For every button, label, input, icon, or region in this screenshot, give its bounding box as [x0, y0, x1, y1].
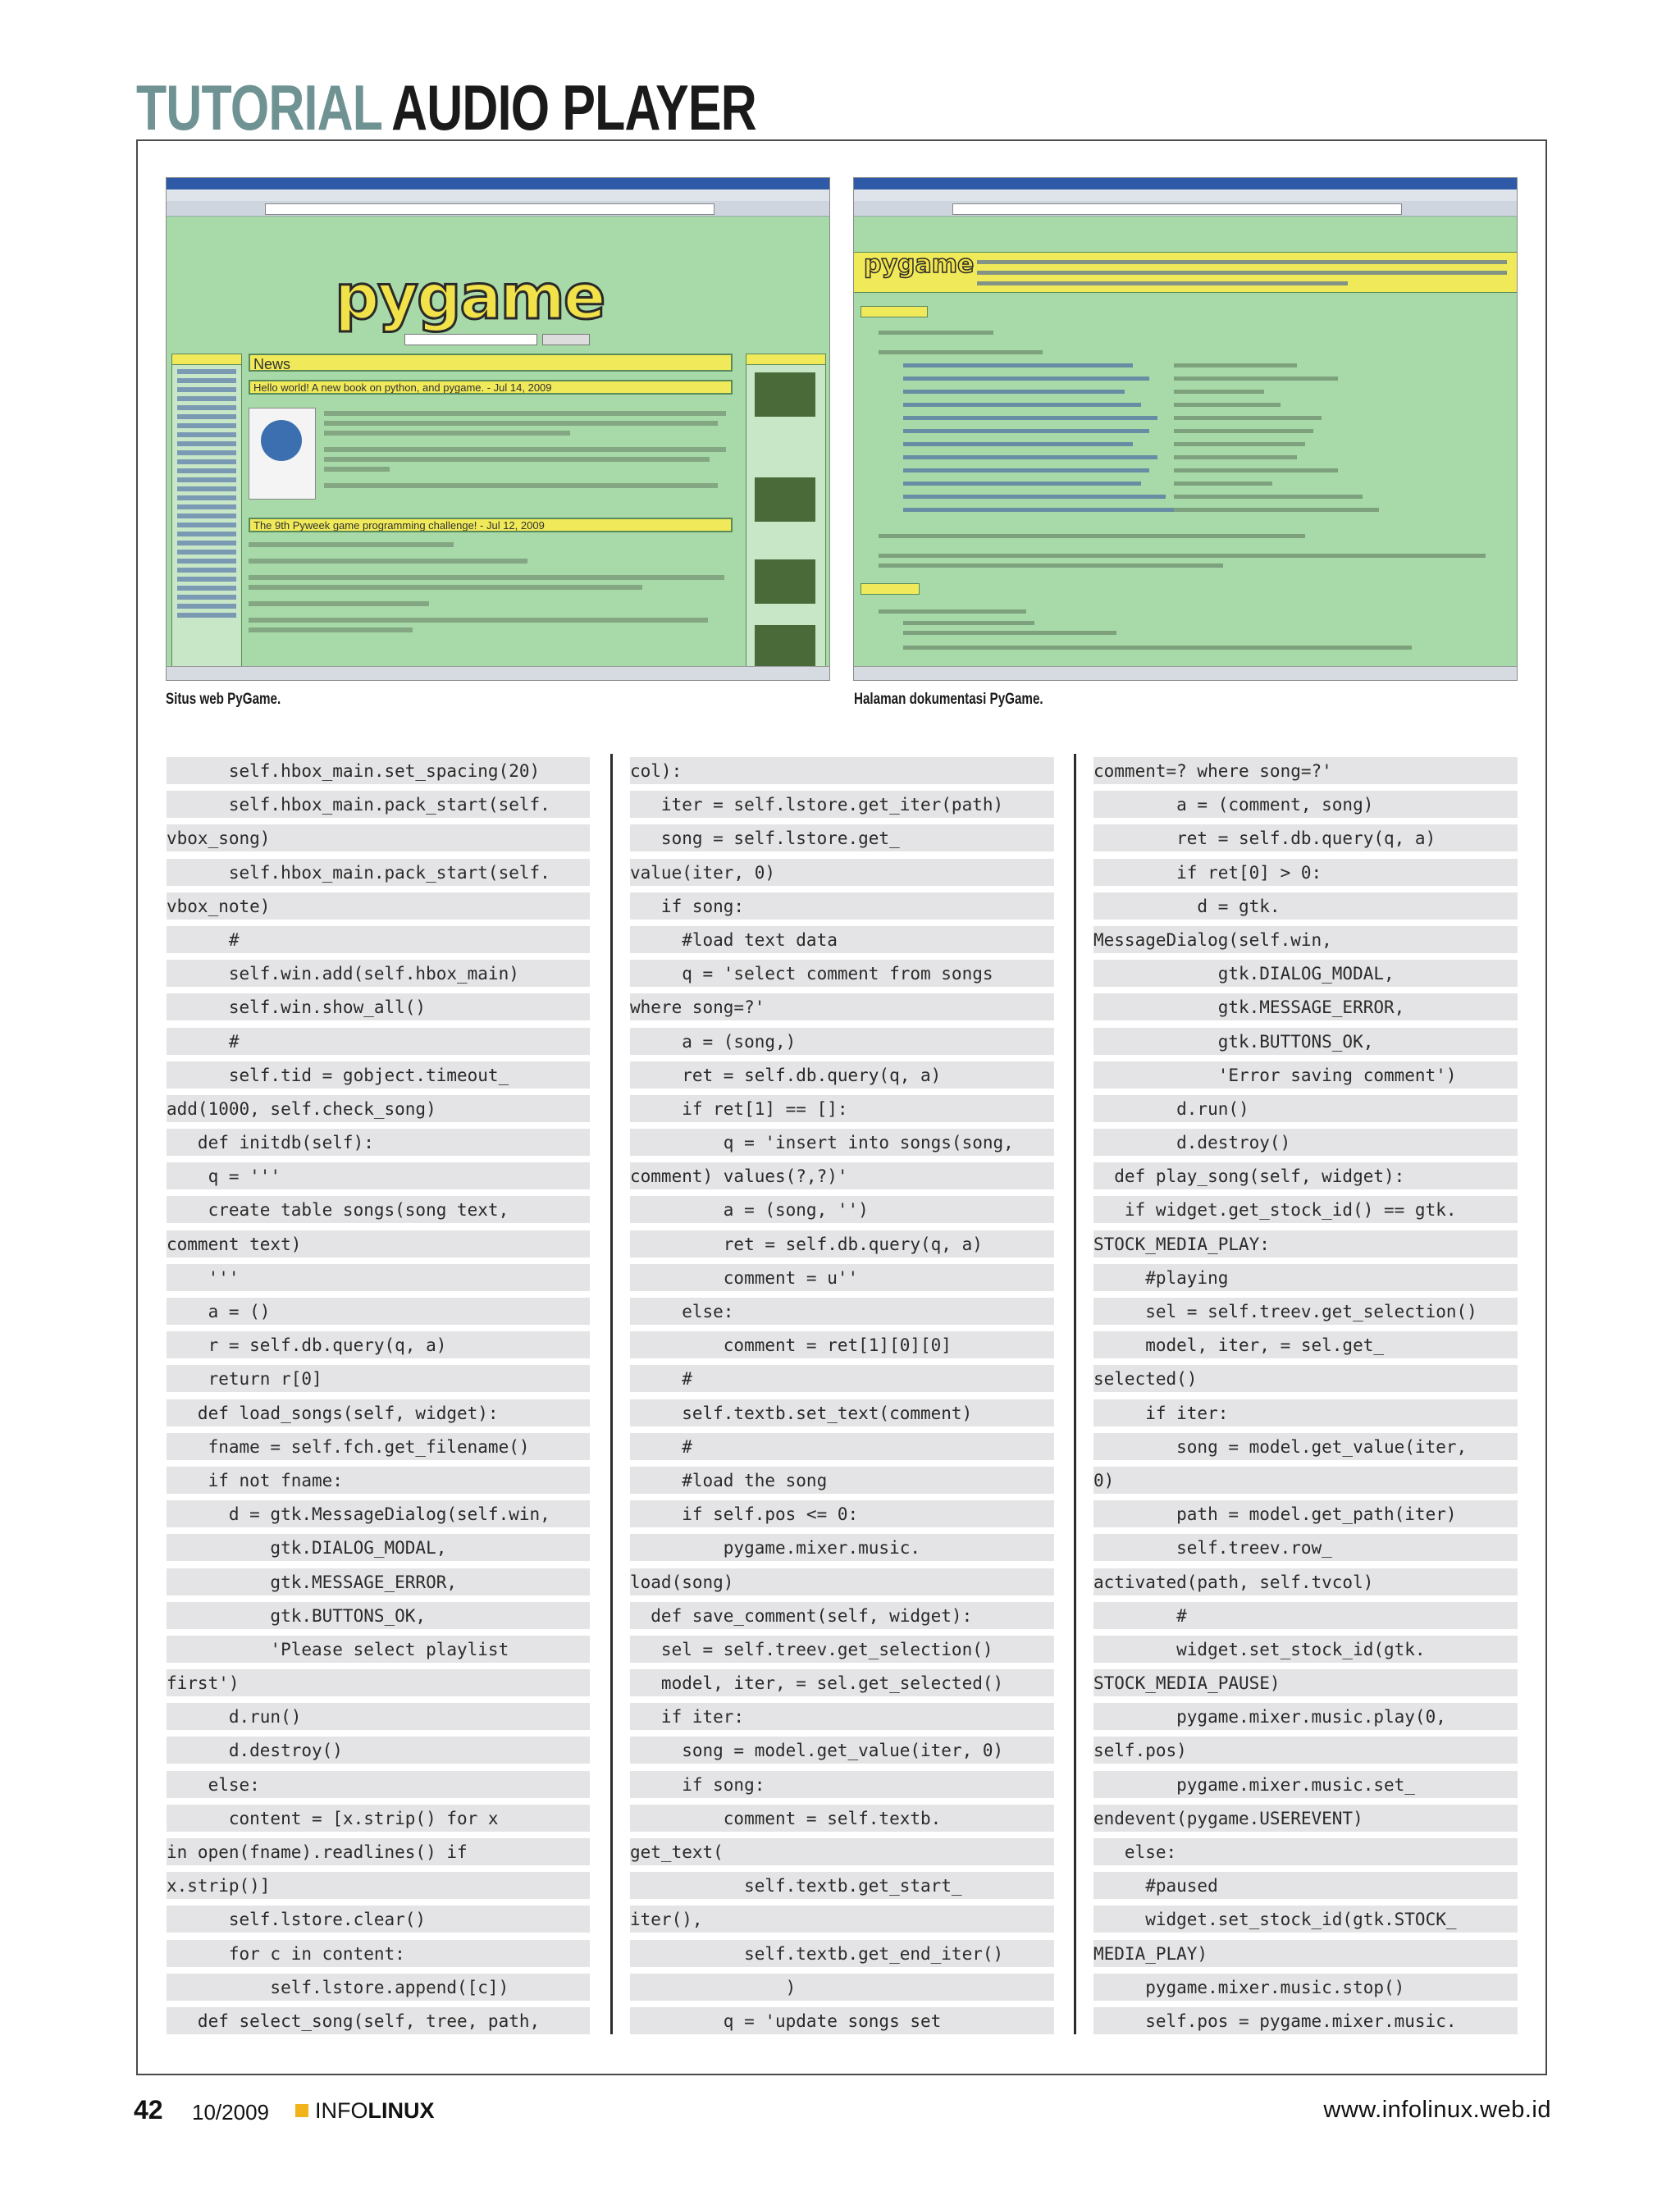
pygame-news-heading: News [249, 354, 733, 372]
globe-icon [261, 420, 302, 461]
code-line-text: pygame.mixer.music.stop() [1093, 1977, 1405, 1997]
website-url: www.infolinux.web.id [1323, 2097, 1551, 2123]
code-line [630, 1497, 1054, 1531]
code-line-text: sel = self.treev.get_selection() [630, 1639, 993, 1659]
code-line-text: a = (comment, song) [1093, 795, 1374, 815]
code-line [1093, 956, 1518, 990]
code-line [1093, 754, 1518, 787]
code-line-text: self.textb.get_end_iter() [630, 1943, 1004, 1964]
code-line-text: #load text data [630, 929, 838, 950]
code-line [167, 889, 590, 923]
code-line-text: self.textb.set_text(comment) [630, 1403, 973, 1423]
pygame-search-input [404, 334, 537, 345]
magazine-name-suffix: LINUX [368, 2098, 435, 2123]
code-line [167, 1463, 590, 1497]
code-line-text: ''' [167, 1267, 240, 1288]
code-line-text: #load the song [630, 1470, 828, 1490]
pygame-website-screenshot [166, 177, 830, 681]
pygame-spotlight-sidebar [746, 354, 826, 675]
code-line [630, 821, 1054, 855]
code-line-text: q = 'insert into songs(song, [630, 1133, 1014, 1153]
code-line-text: MEDIA_PLAY) [1093, 1943, 1208, 1964]
code-line-text: gtk.MESSAGE_ERROR, [167, 1572, 458, 1592]
code-line [630, 787, 1054, 821]
code-line [167, 1700, 590, 1733]
code-line-text: # [630, 1436, 692, 1457]
code-line-text: if widget.get_stock_id() == gtk. [1093, 1200, 1457, 1221]
code-line-text: if iter: [1093, 1403, 1229, 1423]
code-line [630, 956, 1054, 990]
code-line-text: self.lstore.append([c]) [167, 1977, 509, 1997]
code-line-text: comment = self.textb. [630, 1808, 942, 1828]
code-line-text: comment = u'' [630, 1267, 859, 1288]
code-line [1093, 1294, 1518, 1328]
code-line-text: 'Please select playlist [167, 1639, 509, 1659]
code-line [167, 1430, 590, 1463]
code-line [1093, 1463, 1518, 1497]
code-line-text: a = (song, '') [630, 1200, 869, 1221]
code-column-2 [630, 754, 1054, 2038]
code-line-text: 'Error saving comment') [1093, 1065, 1457, 1085]
code-line-text: self.hbox_main.set_spacing(20) [167, 761, 541, 781]
code-line [167, 1294, 590, 1328]
code-line [167, 787, 590, 821]
code-line [1093, 1970, 1518, 2004]
code-line-text: def play_song(self, widget): [1093, 1166, 1405, 1187]
issue-date: 10/2009 [192, 2100, 269, 2125]
code-line [1093, 923, 1518, 956]
code-line [630, 1294, 1054, 1328]
pygame-search-button [542, 334, 590, 345]
code-line [167, 1362, 590, 1395]
code-line-text: # [630, 1369, 692, 1390]
code-line-text: q = ''' [167, 1166, 281, 1187]
article-title: AUDIO PLAYER [391, 71, 756, 144]
code-line-text: #paused [1093, 1876, 1218, 1896]
code-line [167, 1193, 590, 1226]
code-line-text: endevent(pygame.USEREVENT) [1093, 1808, 1363, 1828]
code-line [630, 856, 1054, 889]
code-line [1093, 1565, 1518, 1599]
code-line-text: pygame.mixer.music.play(0, [1093, 1707, 1446, 1728]
code-line [167, 821, 590, 855]
code-line [630, 1937, 1054, 1970]
code-line [630, 1261, 1054, 1294]
code-line [630, 2004, 1054, 2038]
code-line-text: comment) values(?,?)' [630, 1166, 848, 1187]
bullet-square-icon [295, 2104, 308, 2117]
code-line [1093, 1159, 1518, 1193]
code-line [1093, 1497, 1518, 1531]
pygame-logo-text: pygame [335, 260, 605, 333]
code-line [167, 1733, 590, 1767]
docs-index-button [861, 306, 928, 317]
code-line [167, 1801, 590, 1835]
code-line-text: activated(path, self.tvcol) [1093, 1572, 1374, 1592]
code-line-text: vbox_note) [167, 896, 271, 916]
code-line-text: d = gtk.MessageDialog(self.win, [167, 1504, 550, 1525]
code-line-text: def select_song(self, tree, path, [167, 2011, 541, 2031]
code-line [630, 1125, 1054, 1159]
code-line [167, 1902, 590, 1936]
pygame-headline-pyweek: The 9th Pyweek game programming challenge! - Jul 12, 2009 [249, 518, 733, 532]
code-line [167, 990, 590, 1024]
code-line [630, 1159, 1054, 1193]
code-line-text: self.hbox_main.pack_start(self. [167, 795, 550, 815]
figure-caption-left: Situs web PyGame. [166, 691, 281, 708]
code-line-text: #playing [1093, 1267, 1229, 1288]
code-line-text: vbox_song) [167, 828, 271, 849]
code-line [167, 1227, 590, 1261]
code-line [167, 1666, 590, 1700]
column-divider [610, 754, 613, 2034]
code-line-text: iter = self.lstore.get_iter(path) [630, 795, 1004, 815]
code-line [1093, 1869, 1518, 1902]
code-line-text: if ret[0] > 0: [1093, 862, 1322, 883]
code-line-text: q = 'select comment from songs [630, 964, 993, 984]
code-line-text: model, iter, = sel.get_ [1093, 1335, 1385, 1356]
code-line [630, 1328, 1054, 1362]
code-line-text: gtk.BUTTONS_OK, [1093, 1031, 1374, 1052]
docs-comments-button [861, 583, 920, 595]
code-line [630, 1531, 1054, 1564]
code-column-1 [167, 754, 590, 2038]
code-line [167, 1092, 590, 1125]
code-line-text: in open(fname).readlines() if [167, 1842, 468, 1862]
code-line-text: comment=? where song=?' [1093, 761, 1332, 781]
code-line-text: col): [630, 761, 682, 781]
code-line-text: gtk.MESSAGE_ERROR, [1093, 997, 1405, 1018]
code-line-text: # [167, 929, 240, 950]
code-line [630, 1632, 1054, 1666]
code-line-text: d = gtk. [1093, 896, 1281, 916]
article-header [136, 71, 756, 144]
code-line [630, 1025, 1054, 1058]
code-line-text: def save_comment(self, widget): [630, 1605, 973, 1626]
code-line-text: x.strip()] [167, 1876, 271, 1896]
code-line-text: gtk.BUTTONS_OK, [167, 1605, 427, 1626]
code-line-text: add(1000, self.check_song) [167, 1098, 436, 1119]
code-line-text: selected() [1093, 1369, 1198, 1390]
code-line [1093, 1835, 1518, 1869]
code-line [167, 2004, 590, 2038]
code-line-text: STOCK_MEDIA_PLAY: [1093, 1234, 1270, 1254]
code-line [630, 1599, 1054, 1632]
browser-menubar [854, 189, 1517, 201]
code-line [630, 1869, 1054, 1902]
code-line-text: song = self.lstore.get_ [630, 828, 900, 849]
code-line [1093, 990, 1518, 1024]
code-line [167, 1497, 590, 1531]
section-kicker: TUTORIAL [136, 71, 383, 144]
browser-titlebar [854, 178, 1517, 189]
code-line [167, 1937, 590, 1970]
code-line [167, 1768, 590, 1801]
code-line [167, 1025, 590, 1058]
code-line [630, 1362, 1054, 1395]
code-line [1093, 1430, 1518, 1463]
code-line [1093, 1733, 1518, 1767]
code-line [1093, 1058, 1518, 1092]
code-line [1093, 856, 1518, 889]
browser-statusbar [167, 666, 829, 680]
code-line-text: ret = self.db.query(q, a) [1093, 828, 1436, 849]
code-line-text: def load_songs(self, widget): [167, 1403, 499, 1423]
code-line-text: ) [630, 1977, 797, 1997]
code-line [1093, 1666, 1518, 1700]
code-line [167, 1396, 590, 1430]
browser-url-bar [265, 203, 714, 215]
code-line-text: create table songs(song text, [167, 1200, 509, 1221]
code-line-text: for c in content: [167, 1943, 405, 1964]
code-line-text: d.destroy() [1093, 1133, 1291, 1153]
pygame-nav-sidebar [171, 354, 242, 681]
code-line-text: widget.set_stock_id(gtk. [1093, 1639, 1426, 1659]
code-line-text: model, iter, = sel.get_selected() [630, 1673, 1004, 1694]
code-line [630, 1733, 1054, 1767]
code-line [167, 923, 590, 956]
code-line [630, 1565, 1054, 1599]
code-line [167, 1328, 590, 1362]
code-line-text: song = model.get_value(iter, 0) [630, 1741, 1004, 1761]
code-line [167, 1599, 590, 1632]
code-line-text: q = 'update songs set [630, 2011, 942, 2031]
code-line-text: pygame.mixer.music.set_ [1093, 1774, 1415, 1795]
code-line-text: d.run() [1093, 1098, 1249, 1119]
code-line [630, 1092, 1054, 1125]
code-line-text: where song=?' [630, 997, 765, 1018]
code-line [1093, 821, 1518, 855]
code-line [630, 1700, 1054, 1733]
code-line [1093, 1025, 1518, 1058]
code-line [630, 1768, 1054, 1801]
code-line [1093, 1193, 1518, 1226]
browser-menubar [167, 189, 829, 201]
code-line-text: gtk.DIALOG_MODAL, [1093, 964, 1395, 984]
code-line [1093, 1362, 1518, 1395]
code-line-text: if ret[1] == []: [630, 1098, 848, 1119]
code-line-text: content = [x.strip() for x [167, 1808, 499, 1828]
code-line-text: a = () [167, 1302, 271, 1321]
docs-module-links [977, 260, 1507, 285]
code-line-text: value(iter, 0) [630, 862, 776, 883]
code-line-text: STOCK_MEDIA_PAUSE) [1093, 1673, 1281, 1694]
code-line [630, 1227, 1054, 1261]
code-line-text: self.hbox_main.pack_start(self. [167, 862, 550, 883]
code-line-text: MessageDialog(self.win, [1093, 929, 1332, 950]
code-line [167, 1531, 590, 1564]
code-line [1093, 2004, 1518, 2038]
code-line-text: ret = self.db.query(q, a) [630, 1065, 942, 1085]
code-line-text: widget.set_stock_id(gtk.STOCK_ [1093, 1910, 1457, 1930]
pygame-docs-screenshot [853, 177, 1518, 681]
code-line [1093, 1531, 1518, 1564]
code-line-text: else: [167, 1774, 260, 1795]
code-line [167, 1835, 590, 1869]
code-line-text: r = self.db.query(q, a) [167, 1335, 447, 1356]
code-line [167, 1125, 590, 1159]
code-line-text: comment text) [167, 1234, 302, 1254]
code-line [1093, 1599, 1518, 1632]
code-line-text: self.tid = gobject.timeout_ [167, 1065, 509, 1085]
code-line-text: else: [630, 1302, 734, 1321]
code-line [630, 1058, 1054, 1092]
code-line [1093, 1902, 1518, 1936]
code-line-text: a = (song,) [630, 1031, 797, 1052]
code-line [1093, 889, 1518, 923]
code-line-text: self.pos = pygame.mixer.music. [1093, 2011, 1457, 2031]
code-line [1093, 1700, 1518, 1733]
code-line [1093, 1328, 1518, 1362]
code-line [630, 1970, 1054, 2004]
code-line-text: pygame.mixer.music. [630, 1538, 921, 1559]
code-line [167, 1869, 590, 1902]
code-line-text: self.treev.row_ [1093, 1538, 1332, 1559]
magazine-name-prefix: INFO [315, 2098, 368, 2123]
code-line-text: if self.pos <= 0: [630, 1504, 859, 1525]
code-line-text: first') [167, 1673, 240, 1694]
code-line-text: iter(), [630, 1910, 703, 1930]
code-line-text: get_text( [630, 1842, 724, 1862]
code-line [630, 990, 1054, 1024]
code-line-text: self.lstore.clear() [167, 1910, 427, 1930]
code-line-text: if not fname: [167, 1470, 343, 1490]
code-line [630, 1396, 1054, 1430]
code-line [1093, 1396, 1518, 1430]
code-line [1093, 1261, 1518, 1294]
code-line [630, 1463, 1054, 1497]
pygame-headline-book: Hello world! A new book on python, and pygame. - Jul 14, 2009 [249, 380, 733, 395]
code-line-text: gtk.DIALOG_MODAL, [167, 1538, 447, 1559]
code-line-text: comment = ret[1][0][0] [630, 1335, 952, 1356]
code-line-text: fname = self.fch.get_filename() [167, 1436, 530, 1457]
code-line-text: self.pos) [1093, 1741, 1187, 1761]
column-divider [1074, 754, 1076, 2034]
magazine-name [315, 2098, 435, 2124]
code-line-text: ret = self.db.query(q, a) [630, 1234, 983, 1254]
code-line [167, 1565, 590, 1599]
code-line-text: d.destroy() [167, 1741, 343, 1761]
code-line-text: return r[0] [167, 1369, 322, 1390]
code-line-text: # [1093, 1605, 1187, 1626]
code-line [167, 956, 590, 990]
code-line-text: d.run() [167, 1707, 302, 1728]
docs-pygame-logo: pygame [864, 250, 975, 279]
code-line-text: if song: [630, 1774, 765, 1795]
code-line [1093, 1125, 1518, 1159]
code-line-text: if song: [630, 896, 745, 916]
code-line [630, 1666, 1054, 1700]
code-column-3 [1093, 754, 1518, 2038]
code-line [630, 923, 1054, 956]
code-line-text: self.win.add(self.hbox_main) [167, 964, 519, 984]
code-line-text: else: [1093, 1842, 1177, 1862]
code-line [1093, 1092, 1518, 1125]
code-line [1093, 1801, 1518, 1835]
browser-url-bar [952, 203, 1402, 215]
code-line [1093, 1937, 1518, 1970]
code-line-text: path = model.get_path(iter) [1093, 1504, 1457, 1525]
code-line-text: load(song) [630, 1572, 734, 1592]
code-line [1093, 1227, 1518, 1261]
code-line [167, 1970, 590, 2004]
code-line-text: if iter: [630, 1707, 745, 1728]
figure-caption-right: Halaman dokumentasi PyGame. [854, 691, 1043, 708]
code-line-text: # [167, 1031, 240, 1052]
code-line [630, 1430, 1054, 1463]
code-line-text: self.win.show_all() [167, 997, 427, 1018]
code-line [167, 856, 590, 889]
code-line [167, 1261, 590, 1294]
code-line [1093, 787, 1518, 821]
code-line [630, 1902, 1054, 1936]
code-line-text: def initdb(self): [167, 1133, 374, 1153]
code-line [167, 754, 590, 787]
code-line-text: song = model.get_value(iter, [1093, 1436, 1468, 1457]
code-line [167, 1159, 590, 1193]
code-line [167, 1058, 590, 1092]
page-number: 42 [134, 2095, 163, 2125]
code-line [630, 1835, 1054, 1869]
code-line [1093, 1632, 1518, 1666]
code-line [630, 1193, 1054, 1226]
pygame-news-area [249, 354, 741, 665]
browser-titlebar [167, 178, 829, 189]
code-line [167, 1632, 590, 1666]
code-line [630, 754, 1054, 787]
pygame-logo [335, 260, 630, 334]
code-line [630, 889, 1054, 923]
code-line-text: sel = self.treev.get_selection() [1093, 1302, 1477, 1321]
code-line [630, 1801, 1054, 1835]
browser-statusbar [854, 666, 1517, 680]
code-line [1093, 1768, 1518, 1801]
pygame-book-image [249, 408, 316, 500]
code-line-text: 0) [1093, 1470, 1115, 1490]
code-line-text: self.textb.get_start_ [630, 1876, 962, 1896]
